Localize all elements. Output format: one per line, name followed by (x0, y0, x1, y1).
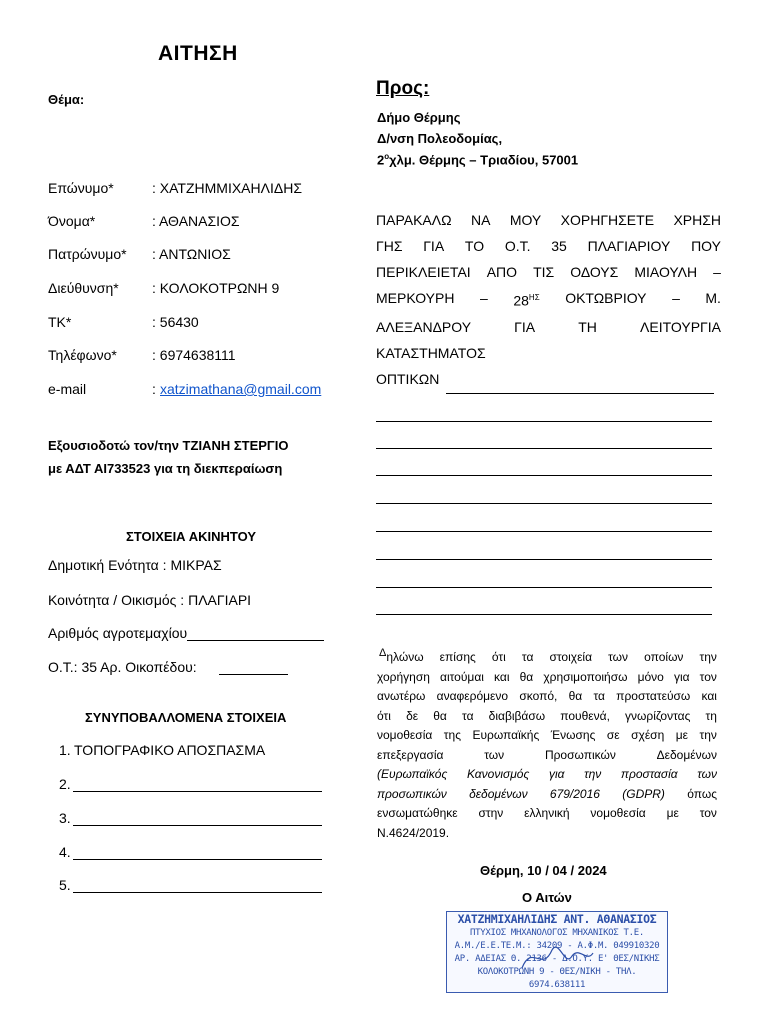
postcode-value: : 56430 (152, 314, 199, 330)
declaration-line-5-word: σχέση (631, 728, 665, 742)
declaration-line-4 (377, 707, 717, 727)
declaration-line-3-word: σκοπό, (519, 689, 558, 703)
declaration-line-2-word: και (494, 669, 510, 684)
declaration-line-2-word: για (673, 669, 690, 684)
name-value: : ΑΘΑΝΑΣΙΟΣ (152, 213, 240, 229)
request-line-2-word: ΓΙΑ (423, 238, 445, 254)
recipient-line-2: Δ/νση Πολεοδομίας, (377, 131, 503, 146)
stamp-line-2: ΠΤΥΧΙΟΣ ΜΗΧΑΝΟΛΟΓΟΣ ΜΗΧΑΝΙΚΟΣ Τ.Ε. (469, 928, 645, 938)
declaration-line-2-word: μόνο (637, 669, 664, 684)
declaration-line-9 (377, 804, 717, 824)
declaration-line-5-word: με (675, 728, 688, 742)
attachment-blank-5 (73, 892, 322, 893)
request-line-2-word: ΤΟ (464, 238, 485, 254)
attachment-num-5: 5. (59, 877, 71, 893)
declaration-line-6 (377, 746, 717, 766)
email-link[interactable]: xatzimathana@gmail.com (160, 381, 322, 397)
request-line-1-word: ΜΟΥ (509, 212, 542, 228)
signature-scribble-icon (517, 938, 597, 978)
request-blank-line-4 (376, 475, 712, 476)
phone-label: Τηλέφωνο* (48, 347, 117, 363)
declaration-line-2 (377, 668, 717, 688)
request-line-3-word: ΑΠΟ (486, 264, 518, 280)
recipient-line-3: $2^o\chi\lambda\mu$. Θέρμης – Τριαδίου, 57001 (377, 152, 579, 168)
municipal-unit: Δημοτική Ενότητα : ΜΙΚΡΑΣ (48, 557, 222, 573)
declaration-line-9-word: τον (699, 806, 717, 820)
declaration-line-5-word: της (443, 728, 461, 742)
declaration-line-3-word: προστατεύσω (616, 689, 691, 703)
declaration-line-4-word: θα (433, 708, 447, 723)
attachment-blank-4 (73, 859, 322, 860)
request-line-3-word: ΠΕΡΙΚΛΕΙΕΤΑΙ (376, 264, 471, 280)
request-line-5-word: ΛΕΙΤΟΥΡΓΙΑ (640, 318, 721, 335)
request-blank-line-1 (446, 393, 714, 394)
attachment-blank-3 (73, 825, 322, 826)
declaration-line-5 (377, 726, 717, 746)
request-paragraph (376, 207, 721, 392)
attachment-blank-2 (73, 791, 322, 792)
declaration-line-7-word: (Ευρωπαϊκός (377, 767, 448, 781)
request-line-2 (376, 233, 721, 259)
request-line-5-word: ΤΗ (578, 318, 597, 335)
request-line-2-word: 35 (551, 238, 567, 254)
request-line-1-word: ΧΡΗΣΗ (673, 212, 721, 228)
declaration-line-9-word: ενσωματώθηκε (377, 806, 458, 820)
declaration-line-7 (377, 765, 717, 785)
applicant-signature-label: Ο Αιτών (522, 890, 572, 905)
declaration-line-7-word: προστασία (620, 767, 678, 781)
declaration-line-3-word: αναφερόμενο (436, 689, 509, 703)
postcode-label: ΤΚ* (48, 314, 72, 330)
place-date: Θέρμη, 10 / 04 / 2024 (480, 863, 607, 878)
community: Κοινότητα / Οικισμός : ΠΛΑΓΙΑΡΙ (48, 592, 252, 608)
request-line-3-word: – (713, 264, 721, 280)
declaration-line-8: προσωπικών δεδομένων 679/2016 (GDPR) όπως (377, 786, 717, 801)
declaration-line-7-word: για (548, 767, 565, 781)
request-line-2-word: ΠΟΥ (691, 238, 721, 254)
request-line-5 (376, 314, 721, 340)
attachment-num-3: 3. (59, 810, 71, 826)
declaration-line-7-word: Κανονισμός (466, 767, 530, 781)
attachment-num-2: 2. (59, 776, 71, 792)
declaration-line-4-word: γνωρίζοντας (625, 708, 691, 723)
declaration-line-4-word: ότι (377, 708, 391, 723)
plot-number-label: Αριθμός αγροτεμαχίου (48, 625, 188, 641)
request-line-2-word: ΠΛΑΓΙΑΡΙΟΥ (587, 238, 671, 254)
property-heading: ΣΤΟΙΧΕΙΑ ΑΚΙΝΗΤΟΥ (126, 529, 256, 544)
attachment-num-1: 1. (59, 742, 71, 758)
professional-stamp (446, 911, 668, 993)
declaration-line-6-word: επεξεργασία (377, 747, 444, 762)
stamp-line-4: ΑΡ. ΑΔΕΙΑΣ Θ. 2136 - Δ.Ο.Υ. Ε' ΘΕΣ/ΝΙΚΗΣ (454, 954, 660, 964)
attachment-item-1: ΤΟΠΟΓΡΑΦΙΚΟ ΑΠΟΣΠΑΣΜΑ (74, 742, 266, 758)
father-name-label: Πατρώνυμο* (48, 246, 127, 262)
ot-label: Ο.Τ.: 35 Αρ. Οικοπέδου: (48, 659, 197, 675)
recipient-heading: Προς: (376, 78, 430, 99)
declaration-line-2-word: χρησιμοποιήσω (543, 669, 628, 684)
phone-value: : 6974638111 (152, 347, 236, 363)
declaration-line-4-word: τη (705, 708, 717, 723)
request-blank-line-9 (376, 614, 712, 615)
declaration-line-7-word: την (584, 767, 602, 781)
declaration-line-7-word: των (697, 767, 717, 781)
request-line-6: ΚΑΤΑΣΤΗΜΑΤΟΣ (376, 344, 486, 361)
stamp-line-5: ΚΟΛΟΚΟΤΡΩΝΗ 9 - ΘΕΣ/ΝΙΚΗ - ΤΗΛ. 6974.638111 (477, 967, 637, 990)
declaration-line-9-word: με (666, 806, 679, 820)
plot-number-blank (187, 640, 324, 641)
father-name-value: : ΑΝΤΩΝΙΟΣ (152, 246, 231, 262)
request-line-2-word: ΓΗΣ (376, 238, 403, 254)
declaration-line-5-word: Ευρωπαϊκής (472, 728, 540, 742)
declaration-line-6-word: Δεδομένων (656, 747, 717, 762)
declaration-line-4-word: πουθενά, (560, 708, 610, 723)
request-line-1 (376, 207, 721, 233)
declaration-line-2-word: τον (699, 669, 717, 684)
declaration-line-6-word: Προσωπικών (544, 747, 616, 762)
attachment-num-4: 4. (59, 844, 71, 860)
request-line-1-word: ΠΑΡΑΚΑΛΩ (376, 212, 452, 228)
declaration-line-5-word: την (699, 728, 717, 742)
declaration-line-5-word: Ένωσης (550, 728, 596, 742)
email-label: e-mail (48, 381, 87, 397)
request-line-1-word: ΝΑ (470, 212, 491, 228)
declaration-line-3-word: θα (568, 689, 583, 703)
recipient-line-1: Δήμο Θέρμης (377, 110, 461, 125)
request-blank-line-2 (376, 421, 712, 422)
request-blank-line-5 (376, 503, 712, 504)
declaration-line-5-word: σε (606, 728, 620, 742)
request-line-5-word: ΓΙΑ (514, 318, 536, 335)
request-line-4: ΜΕΡΚΟΥΡΗ – $28^{H\Sigma}$ ΟΚΤΩΒΡΙΟΥ – Μ. (376, 290, 721, 309)
request-blank-line-6 (376, 531, 712, 532)
declaration-line-2-word: αιτούμαι (440, 669, 484, 684)
surname-value: : ΧΑΤΖΗΜΜΙΧΑΗΛΙΔΗΣ (152, 180, 302, 196)
declaration-line-3 (377, 687, 717, 707)
request-line-3-word: ΤΙΣ (533, 264, 555, 280)
declaration-line-9-word: νομοθεσία (590, 806, 646, 820)
surname-label: Επώνυμο* (48, 180, 114, 196)
declaration-line-10: Ν.4624/2019. (377, 825, 450, 840)
declaration-line-4-word: τα (462, 708, 474, 723)
declaration-line-6-word: των (484, 747, 505, 762)
request-blank-line-8 (376, 587, 712, 588)
stamp-line-1: ΧΑΤΖΗΜΙΧΑΗΛΙΔΗΣ ΑΝΤ. ΑΘΑΝΑΣΙΟΣ (457, 912, 657, 926)
authorization-line-2: με ΑΔΤ ΑΙ733523 για τη διεκπεραίωση (48, 461, 283, 476)
request-blank-line-3 (376, 448, 712, 449)
declaration-line-4-word: δε (406, 708, 419, 723)
declaration-line-2-word: θα (519, 669, 534, 684)
email-colon: : (152, 381, 156, 397)
name-label: Όνομα* (48, 213, 96, 229)
request-blank-line-7 (376, 559, 712, 560)
request-line-3 (376, 259, 721, 285)
stamp-line-3: Α.Μ./Ε.Ε.ΤΕ.Μ.: 34209 - Α.Φ.Μ. 049910320 (454, 941, 660, 951)
declaration-line-1: Δ ηλώνω επίσης ότι τα στοιχεία των οποίων την (379, 647, 717, 664)
declaration-line-9-word: στην (478, 806, 504, 820)
document-title: ΑΙΤΗΣΗ (158, 42, 238, 65)
declaration-line-9-word: ελληνική (524, 806, 570, 820)
declaration-line-4-word: διαβιβάσω (488, 708, 546, 723)
declaration-line-3-word: ανωτέρω (377, 689, 426, 703)
address-label: Διεύθυνση* (48, 280, 119, 296)
request-line-5-word: ΑΛΕΞΑΝΔΡΟΥ (376, 318, 472, 335)
gdpr-declaration (377, 648, 717, 843)
request-line-3-word: ΟΔΟΥΣ (570, 264, 619, 280)
request-line-7: ΟΠΤΙΚΩΝ (376, 370, 440, 387)
declaration-line-2-word: χορήγηση (377, 669, 430, 684)
declaration-line-3-word: τα (593, 689, 605, 703)
declaration-line-5-word: νομοθεσία (377, 728, 433, 742)
attachments-heading: ΣΥΝΥΠΟΒΑΛΛΟΜΕΝΑ ΣΤΟΙΧΕΙΑ (85, 710, 287, 725)
request-line-2-word: Ο.Τ. (504, 238, 531, 254)
plot-id-blank (219, 674, 288, 675)
declaration-line-3-word: και (701, 689, 717, 703)
address-value: : ΚΟΛΟΚΟΤΡΩΝΗ 9 (152, 280, 280, 296)
authorization-line-1: Εξουσιοδοτώ τον/την ΤΖΙΑΝΗ ΣΤΕΡΓΙΟ (48, 438, 289, 453)
subject-label: Θέμα: (48, 92, 85, 107)
request-line-1-word: ΧΟΡΗΓΗΣΕΤΕ (560, 212, 655, 228)
request-line-3-word: ΜΙΑΟΥΛΗ (634, 264, 698, 280)
